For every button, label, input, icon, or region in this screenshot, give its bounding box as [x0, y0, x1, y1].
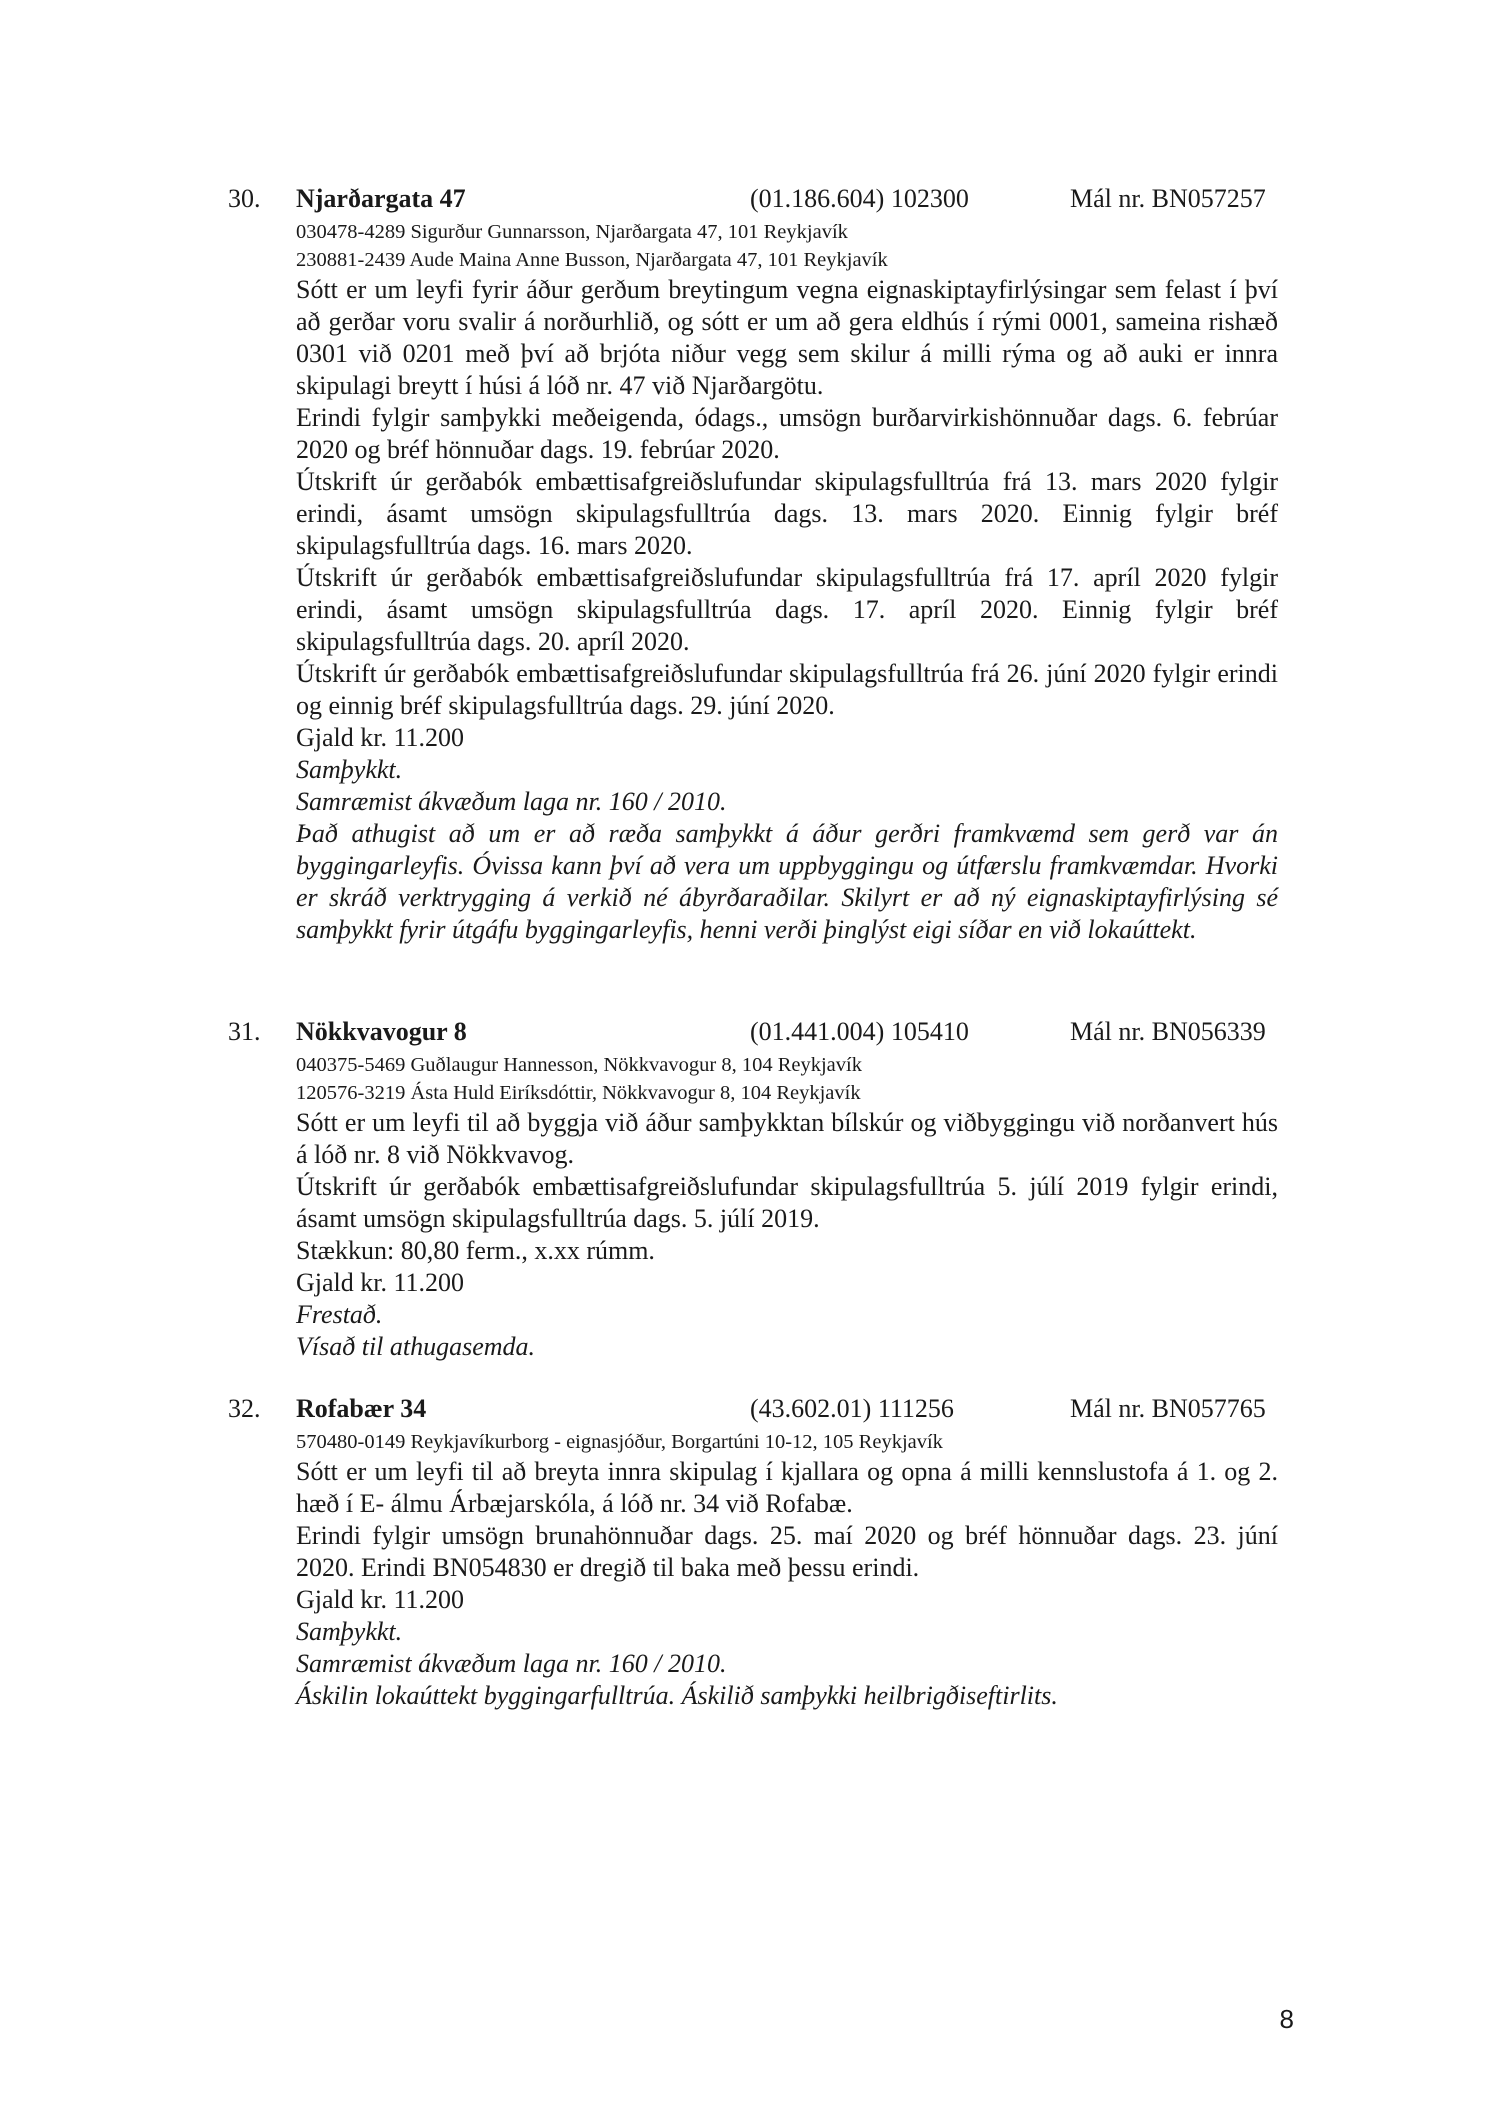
applicant-line: 040375-5469 Guðlaugur Hannesson, Nökkvavogur 8, 104 Reykjavík: [296, 1054, 862, 1076]
case-entry-30: [228, 180, 1278, 946]
entry-number: 32.: [228, 1394, 261, 1423]
entry-paragraph: Útskrift úr gerðabók embættisafgreiðslufundar skipulagsfulltrúa 5. júlí 2019 fylgir erindi, ásamt umsögn skipulagsfulltrúa dags. 5. júlí 2019.: [296, 1172, 1278, 1233]
case-entry-32: [228, 1390, 1278, 1712]
entry-number: 30.: [228, 184, 261, 213]
entry-reference: (01.186.604) 102300: [750, 184, 969, 213]
entry-header: [228, 1013, 1278, 1051]
entry-case-number: Mál nr. BN057765: [1070, 1394, 1266, 1423]
entry-paragraph: Útskrift úr gerðabók embættisafgreiðslufundar skipulagsfulltrúa frá 13. mars 2020 fylgir erindi, ásamt umsögn skipulagsfulltrúa dags. 13. mars 2020. Einnig fylgir bréf skipulagsfulltrúa dags. 16. mars 2020.: [296, 467, 1278, 560]
decision-line: Samþykkt.: [296, 755, 403, 784]
fee-line: Gjald kr. 11.200: [296, 723, 465, 752]
entry-paragraph: Stækkun: 80,80 ferm., x.xx rúmm.: [296, 1236, 655, 1265]
case-entry-31: [228, 1013, 1278, 1363]
entry-body: [296, 1051, 1278, 1363]
decision-line: Vísað til athugasemda.: [296, 1332, 536, 1361]
decision-line: Samræmist ákvæðum laga nr. 160 / 2010.: [296, 787, 727, 816]
entry-paragraph: Sótt er um leyfi til að byggja við áður samþykktan bílskúr og viðbyggingu við norðanvert hús á lóð nr. 8 við Nökkvavog.: [296, 1108, 1278, 1169]
applicant-line: 570480-0149 Reykjavíkurborg - eignasjóður, Borgartúni 10-12, 105 Reykjavík: [296, 1431, 943, 1453]
decision-note: Áskilin lokaúttekt byggingarfulltrúa. Áskilið samþykki heilbrigðiseftirlits.: [296, 1681, 1058, 1710]
entry-paragraph: Erindi fylgir umsögn brunahönnuðar dags. 25. maí 2020 og bréf hönnuðar dags. 23. júní 2020. Erindi BN054830 er dregið til baka með þessu erindi.: [296, 1521, 1278, 1582]
entry-case-number: Mál nr. BN056339: [1070, 1017, 1266, 1046]
decision-line: Samþykkt.: [296, 1617, 403, 1646]
entry-reference: (43.602.01) 111256: [750, 1394, 954, 1423]
entry-title: Njarðargata 47: [296, 184, 466, 213]
entry-title: Nökkvavogur 8: [296, 1017, 467, 1046]
entry-header: [228, 1390, 1278, 1428]
entry-header: [228, 180, 1278, 218]
applicant-line: 230881-2439 Aude Maina Anne Busson, Njarðargata 47, 101 Reykjavík: [296, 249, 888, 271]
page-number: 8: [1279, 2004, 1294, 2034]
entry-paragraph: Sótt er um leyfi fyrir áður gerðum breytingum vegna eignaskiptayfirlýsingar sem felast í því að gerðar voru svalir á norðurhlið, og sótt er um að gera eldhús í rými 0001, sameina rishæð 0301 við 0201 með því að brjóta niður vegg sem skilur á milli rýma og að auki er innra skipulagi breytt í húsi á lóð nr. 47 við Njarðargötu.: [296, 275, 1278, 400]
entry-paragraph: Útskrift úr gerðabók embættisafgreiðslufundar skipulagsfulltrúa frá 26. júní 2020 fylgir erindi og einnig bréf skipulagsfulltrúa dags. 29. júní 2020.: [296, 659, 1278, 720]
fee-line: Gjald kr. 11.200: [296, 1585, 465, 1614]
applicant-line: 030478-4289 Sigurður Gunnarsson, Njarðargata 47, 101 Reykjavík: [296, 221, 848, 243]
decision-line: Samræmist ákvæðum laga nr. 160 / 2010.: [296, 1649, 727, 1678]
entry-case-number: Mál nr. BN057257: [1070, 184, 1266, 213]
entry-body: [296, 218, 1278, 946]
fee-line: Gjald kr. 11.200: [296, 1268, 465, 1297]
decision-note: Það athugist að um er að ræða samþykkt á áður gerðri framkvæmd sem gerð var án byggingarleyfis. Óvissa kann því að vera um uppbyggingu og útfærslu framkvæmdar. Hvorki er skráð verktrygging á verkið né ábyrðaraðilar. Skilyrt er að ný eignaskiptayfirlýsing sé samþykkt fyrir útgáfu byggingarleyfis, henni verði þinglýst eigi síðar en við lokaúttekt.: [296, 819, 1278, 944]
applicant-line: 120576-3219 Ásta Huld Eiríksdóttir, Nökkvavogur 8, 104 Reykjavík: [296, 1082, 861, 1104]
entry-paragraph: Sótt er um leyfi til að breyta innra skipulag í kjallara og opna á milli kennslustofa á 1. og 2. hæð í E- álmu Árbæjarskóla, á lóð nr. 34 við Rofabæ.: [296, 1457, 1278, 1518]
entry-paragraph: Erindi fylgir samþykki meðeigenda, ódags., umsögn burðarvirkishönnuðar dags. 6. febrúar 2020 og bréf hönnuðar dags. 19. febrúar 2020.: [296, 403, 1278, 464]
decision-line: Frestað.: [296, 1300, 383, 1329]
entry-title: Rofabær 34: [296, 1394, 427, 1423]
entry-paragraph: Útskrift úr gerðabók embættisafgreiðslufundar skipulagsfulltrúa frá 17. apríl 2020 fylgir erindi, ásamt umsögn skipulagsfulltrúa dags. 17. apríl 2020. Einnig fylgir bréf skipulagsfulltrúa dags. 20. apríl 2020.: [296, 563, 1278, 656]
entry-body: [296, 1428, 1278, 1712]
entry-reference: (01.441.004) 105410: [750, 1017, 969, 1046]
entry-number: 31.: [228, 1017, 261, 1046]
